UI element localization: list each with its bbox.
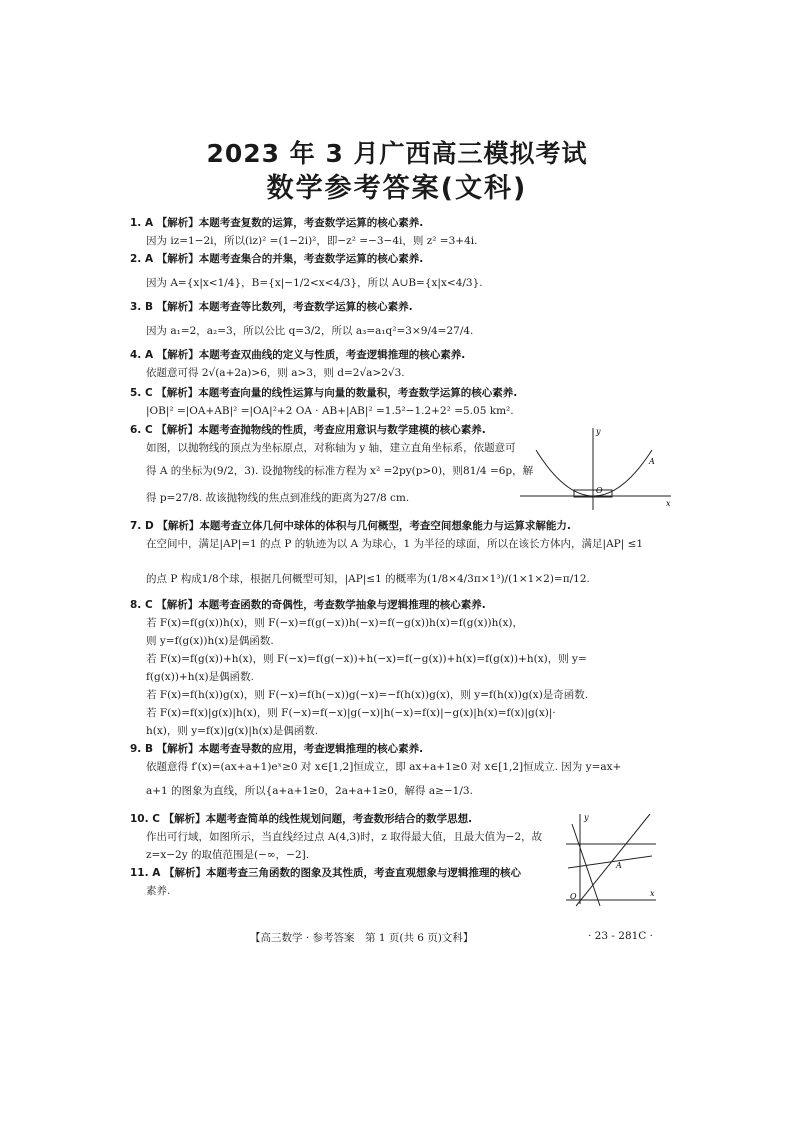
item-9-line-1: 依题意得 f′(x)=(ax+a+1)eˣ≥0 对 x∈[1,2]恒成立，即 ax+a+1≥0 对 x∈[1,2]恒成立. 因为 y=ax+ <box>146 761 622 773</box>
fig10-x-label: x <box>650 889 655 898</box>
page-subtitle: 数学参考答案(文科) <box>266 173 528 204</box>
item-4-head: 4. A 【解析】本题考查双曲线的定义与性质，考查逻辑推理的核心素养. <box>130 349 466 361</box>
item-11-line: 素养. <box>146 885 171 897</box>
item-1-line: 因为 iz=1−2i，所以(iz)² =(1−2i)²，即−z² =−3−4i，则 z² =3+4i. <box>146 235 478 247</box>
item-3-head: 3. B 【解析】本题考查等比数列，考查数学运算的核心素养. <box>130 301 413 313</box>
item-7-head: 7. D 【解析】本题考查立体几何中球体的体积与几何概型，考查空间想象能力与运算求解能力. <box>130 520 571 532</box>
item-8-line-5: 若 F(x)=f(h(x))g(x)，则 F(−x)=f(h(−x))g(−x)=−f(h(x))g(x)，则 y=f(h(x))g(x)是奇函数. <box>146 689 589 701</box>
item-8-line-7: h(x)，则 y=f(x)|g(x)|h(x)是偶函数. <box>146 725 319 737</box>
fig6-origin-label: O <box>596 486 603 495</box>
item-10-head: 10. C 【解析】本题考查简单的线性规划问题，考查数形结合的数学思想. <box>130 813 473 825</box>
item-6-line-3: 得 p=27/8. 故该抛物线的焦点到准线的距离为27/8 cm. <box>146 492 410 504</box>
item-3-line: 因为 a₁=2，a₂=3，所以公比 q=3/2，所以 a₃=a₁q²=3×9/4=27/4. <box>146 325 474 337</box>
item-9-line-2: a+1 的图象为直线，所以{a+a+1≥0，2a+a+1≥0，解得 a≥−1/3. <box>146 785 473 797</box>
item-4-line: 依题意可得 2√(a+2a)>6，则 a>3，则 d=2√a>2√3. <box>146 367 405 379</box>
item-5-line: |OB|² =|OA+AB|² =|OA|²+2 OA · AB+|AB|² =1.5²−1.2+2² =5.05 km². <box>146 405 514 417</box>
item-6-line-1: 如图，以抛物线的顶点为坐标原点，对称轴为 y 轴，建立直角坐标系，依题意可 <box>146 442 516 454</box>
feasible-region-figure <box>560 808 660 908</box>
fig6-y-label: y <box>596 427 601 436</box>
parabola-figure <box>516 424 676 514</box>
footer-center: 【高三数学 · 参考答案 第 1 页(共 6 页)文科】 <box>250 932 474 944</box>
fig6-point-a-label: A <box>649 457 655 466</box>
item-7-line-1: 在空间中，满足|AP|=1 的点 P 的轨迹为以 A 为球心，1 为半径的球面，所以在该长方体内，满足|AP| ≤1 <box>146 538 644 550</box>
fig10-origin-label: O <box>570 892 577 901</box>
item-10-line-1: 作出可行域，如图所示，当直线经过点 A(4,3)时，z 取得最大值，且最大值为−2，故 <box>146 831 543 843</box>
item-6-line-2: 得 A 的坐标为(9/2，3). 设抛物线的标准方程为 x² =2py(p>0)，则81/4 =6p，解 <box>146 465 534 477</box>
item-7-line-2: 的点 P 构成1/8个球，根据几何概型可知，|AP|≤1 的概率为(1/8×4/3π×1³)/(1×1×2)=π/12. <box>146 573 590 585</box>
item-8-line-2: 则 y=f(g(x))h(x)是偶函数. <box>146 635 274 647</box>
item-9-head: 9. B 【解析】本题考查导数的应用，考查逻辑推理的核心素养. <box>130 743 424 755</box>
item-2-head: 2. A 【解析】本题考查集合的并集，考查数学运算的核心素养. <box>130 253 424 265</box>
item-10-line-2: z=x−2y 的取值范围是(−∞，−2]. <box>146 849 310 861</box>
page-title: 2023 年 3 月广西高三模拟考试 <box>206 139 588 168</box>
footer-right: · 23 - 281C · <box>588 930 654 942</box>
item-2-line: 因为 A={x|x<1/4}，B={x|−1/2<x<4/3}，所以 A∪B={x|x<4/3}. <box>146 277 483 289</box>
item-8-line-4: f(g(x))+h(x)是偶函数. <box>146 671 254 683</box>
item-8-line-3: 若 F(x)=f(g(x))+h(x)，则 F(−x)=f(g(−x))+h(−x)=f(−g(x))+h(x)=f(g(x))+h(x)，则 y= <box>146 653 587 665</box>
item-8-line-6: 若 F(x)=f(x)|g(x)|h(x)，则 F(−x)=f(−x)|g(−x)|h(−x)=f(x)|−g(x)|h(x)=f(x)|g(x)|· <box>146 707 556 719</box>
item-8-line-1: 若 F(x)=f(g(x))h(x)，则 F(−x)=f(g(−x))h(−x)=f(−g(x))h(x)=f(g(x))h(x)， <box>146 617 524 629</box>
fig10-y-label: y <box>584 813 589 822</box>
fig6-x-label: x <box>666 499 671 508</box>
item-11-head: 11. A 【解析】本题考查三角函数的图象及其性质，考查直观想象与逻辑推理的核心 <box>130 867 522 879</box>
item-5-head: 5. C 【解析】本题考查向量的线性运算与向量的数量积，考查数学运算的核心素养. <box>130 387 518 399</box>
item-8-head: 8. C 【解析】本题考查函数的奇偶性，考查数学抽象与逻辑推理的核心素养. <box>130 599 486 611</box>
item-6-head: 6. C 【解析】本题考查抛物线的性质，考查应用意识与数学建模的核心素养. <box>130 424 486 436</box>
item-1-head: 1. A 【解析】本题考查复数的运算，考查数学运算的核心素养. <box>130 217 424 229</box>
fig10-point-a-label: A <box>616 861 622 870</box>
